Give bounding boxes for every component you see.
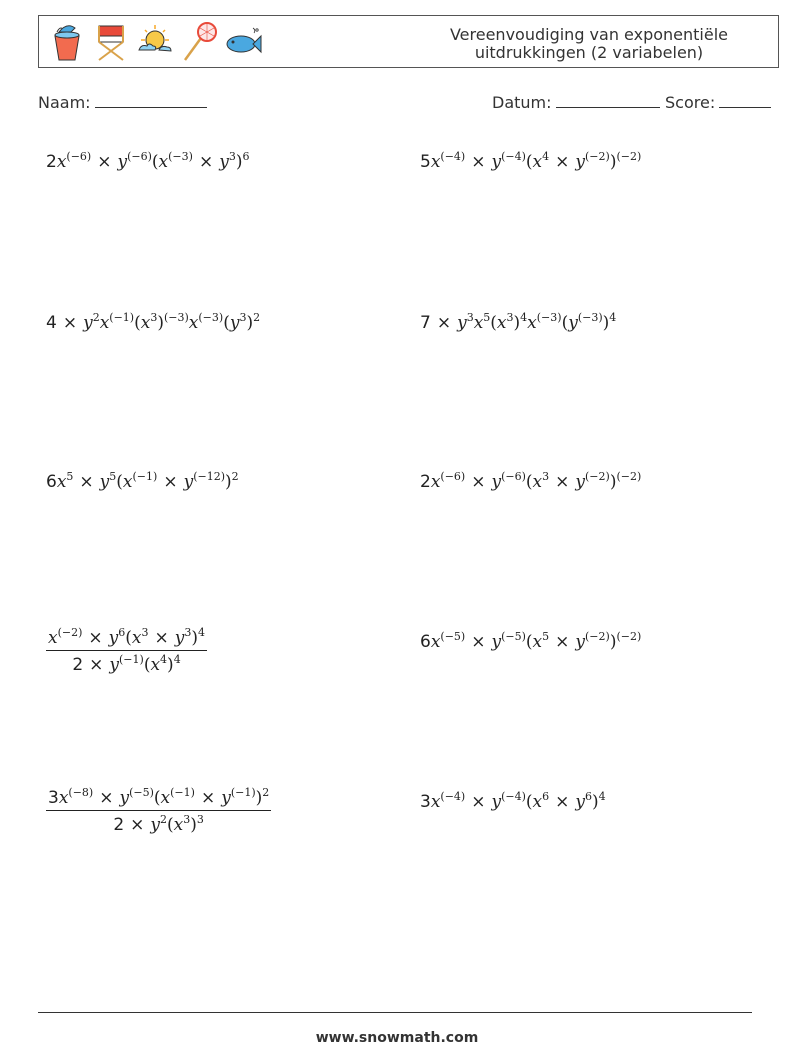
problem-9	[46, 788, 271, 835]
name-label: Naam:	[38, 93, 91, 112]
fraction	[46, 628, 207, 675]
footer-divider	[38, 1012, 752, 1013]
problem-1: $2x^{(-6)} \times y^{(-6)}(x^{(-3)} \times y^3)^6$	[46, 150, 250, 172]
problem-2: $5x^{(-4)} \times y^{(-4)}(x^4 \times y^{(-2)})^{(-2)}$	[420, 150, 642, 172]
numerator: $3x^{(-8)} \times y^{(-5)}(x^{(-1)} \times y^{(-1)})^2$	[46, 788, 271, 811]
sun-cloud-icon	[135, 20, 175, 64]
header-icons	[47, 20, 263, 64]
date-label: Datum:	[492, 93, 552, 112]
problem-8: $6x^{(-5)} \times y^{(-5)}(x^5 \times y^{(-2)})^{(-2)}$	[420, 630, 642, 652]
problem-5: $6x^5 \times y^5(x^{(-1)} \times y^{(-12)})^2$	[46, 470, 239, 492]
denominator: $2 \times y^{(-1)}(x^4)^4$	[72, 653, 181, 675]
fishing-net-icon	[179, 20, 219, 64]
fraction	[46, 788, 271, 835]
problem-3: $4 \times y^2x^{(-1)}(x^3)^{(-3)}x^{(-3)}(y^3)^2$	[46, 311, 261, 333]
score-blank[interactable]	[719, 92, 771, 108]
denominator: $2 \times y^2(x^3)^3$	[113, 813, 204, 835]
problem-6: $2x^{(-6)} \times y^{(-6)}(x^3 \times y^{(-2)})^{(-2)}$	[420, 470, 642, 492]
problem-4: $7 \times y^3x^5(x^3)^4x^{(-3)}(y^{(-3)})^4$	[420, 311, 617, 333]
footer-url[interactable]: www.snowmath.com	[315, 1030, 479, 1046]
numerator: $x^{(-2)} \times y^6(x^3 \times y^3)^4$	[46, 628, 207, 651]
score-field	[665, 92, 771, 112]
score-label: Score:	[665, 93, 716, 112]
name-blank[interactable]	[95, 92, 207, 108]
bucket-icon	[47, 20, 87, 64]
header-box	[38, 15, 779, 68]
worksheet-title	[439, 26, 739, 62]
title-line-1: Vereenvoudiging van exponentiële	[449, 25, 729, 44]
date-blank[interactable]	[556, 92, 660, 108]
problem-7	[46, 628, 207, 675]
fish-icon	[223, 20, 263, 64]
date-field	[492, 92, 660, 112]
problem-10: $3x^{(-4)} \times y^{(-4)}(x^6 \times y^6)^4$	[420, 790, 606, 812]
name-field	[38, 92, 207, 112]
beach-chair-icon	[91, 20, 131, 64]
title-line-2: uitdrukkingen (2 variabelen)	[474, 43, 704, 62]
